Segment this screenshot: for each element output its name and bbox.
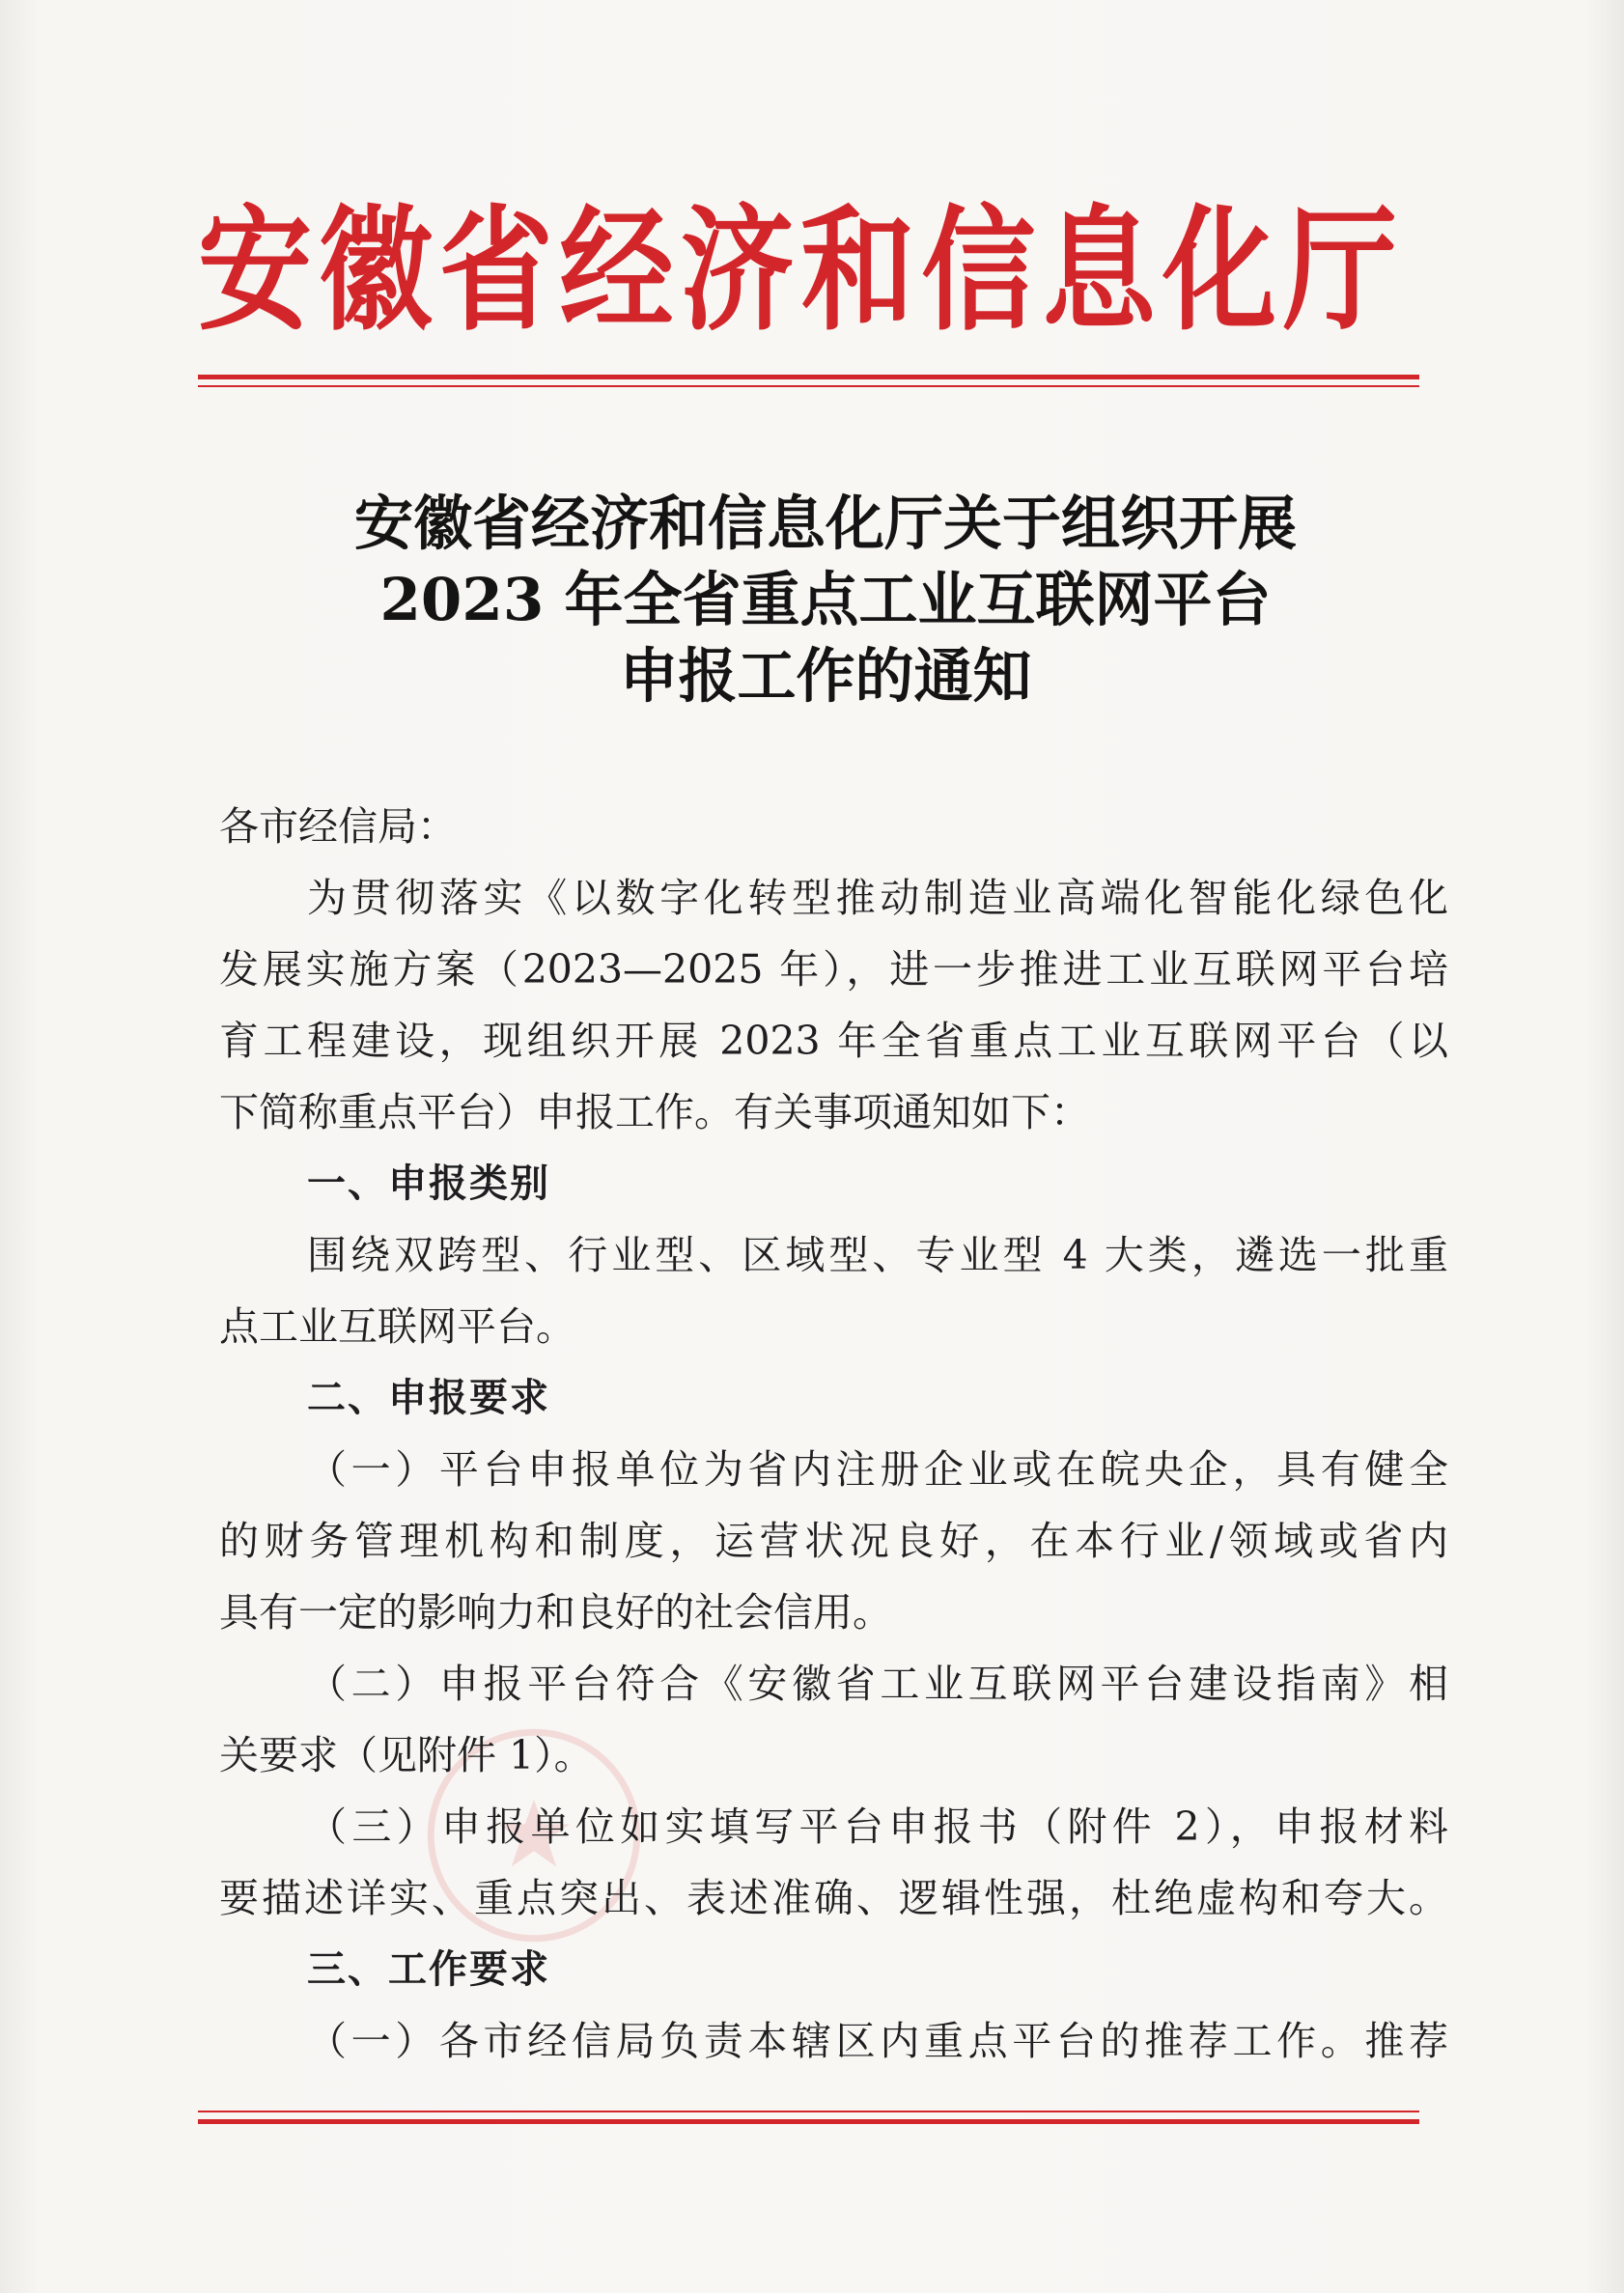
title-line: 申报工作的通知 bbox=[619, 642, 1032, 711]
document-body bbox=[219, 791, 1448, 2077]
paragraph-line: 围绕双跨型、行业型、区域型、专业型 4 大类，遴选一批重 bbox=[307, 1232, 1448, 1278]
paragraph-line: （二）申报平台符合《安徽省工业互联网平台建设指南》相 bbox=[307, 1661, 1448, 1707]
paragraph-line: 点工业互联网平台。 bbox=[219, 1303, 575, 1350]
paragraph-line: （三）申报单位如实填写平台申报书（附件 2），申报材料 bbox=[307, 1804, 1448, 1850]
paragraph-line: 关要求（见附件 1）。 bbox=[219, 1732, 594, 1778]
paragraph-line: 的财务管理机构和制度，运营状况良好，在本行业/领域或省内 bbox=[219, 1518, 1448, 1564]
letterhead-rule-thin bbox=[198, 385, 1419, 387]
footer-rule-thick bbox=[198, 2119, 1419, 2124]
salutation: 各市经信局： bbox=[219, 803, 457, 850]
letterhead-org-name: 安徽省经济和信息化厅 bbox=[198, 190, 1397, 350]
title-line: 2023 年全省重点工业互联网平台 bbox=[379, 566, 1272, 634]
title-line: 安徽省经济和信息化厅关于组织开展 bbox=[353, 489, 1297, 558]
paragraph-line: 要描述详实、重点突出、表述准确、逻辑性强，杜绝虚构和夸大。 bbox=[219, 1875, 1448, 1921]
footer-rule-thin bbox=[198, 2111, 1419, 2112]
paragraph-line: （一）各市经信局负责本辖区内重点平台的推荐工作。推荐 bbox=[307, 2018, 1448, 2064]
paragraph-line: 育工程建设，现组织开展 2023 年全省重点工业互联网平台（以 bbox=[219, 1018, 1448, 1064]
document-title bbox=[198, 486, 1453, 714]
letterhead-rule-thick bbox=[198, 375, 1419, 379]
paragraph-line: （一）平台申报单位为省内注册企业或在皖央企，具有健全 bbox=[307, 1446, 1448, 1493]
section-heading: 一、申报类别 bbox=[307, 1161, 550, 1206]
paragraph-line: 下简称重点平台）申报工作。有关事项通知如下： bbox=[219, 1089, 1090, 1135]
paragraph-line: 发展实施方案（2023—2025 年），进一步推进工业互联网平台培 bbox=[219, 946, 1448, 993]
paragraph-line: 具有一定的影响力和良好的社会信用。 bbox=[219, 1589, 892, 1636]
section-heading: 三、工作要求 bbox=[307, 1947, 550, 1992]
paragraph-line: 为贯彻落实《以数字化转型推动制造业高端化智能化绿色化 bbox=[307, 875, 1448, 921]
section-heading: 二、申报要求 bbox=[307, 1376, 550, 1420]
